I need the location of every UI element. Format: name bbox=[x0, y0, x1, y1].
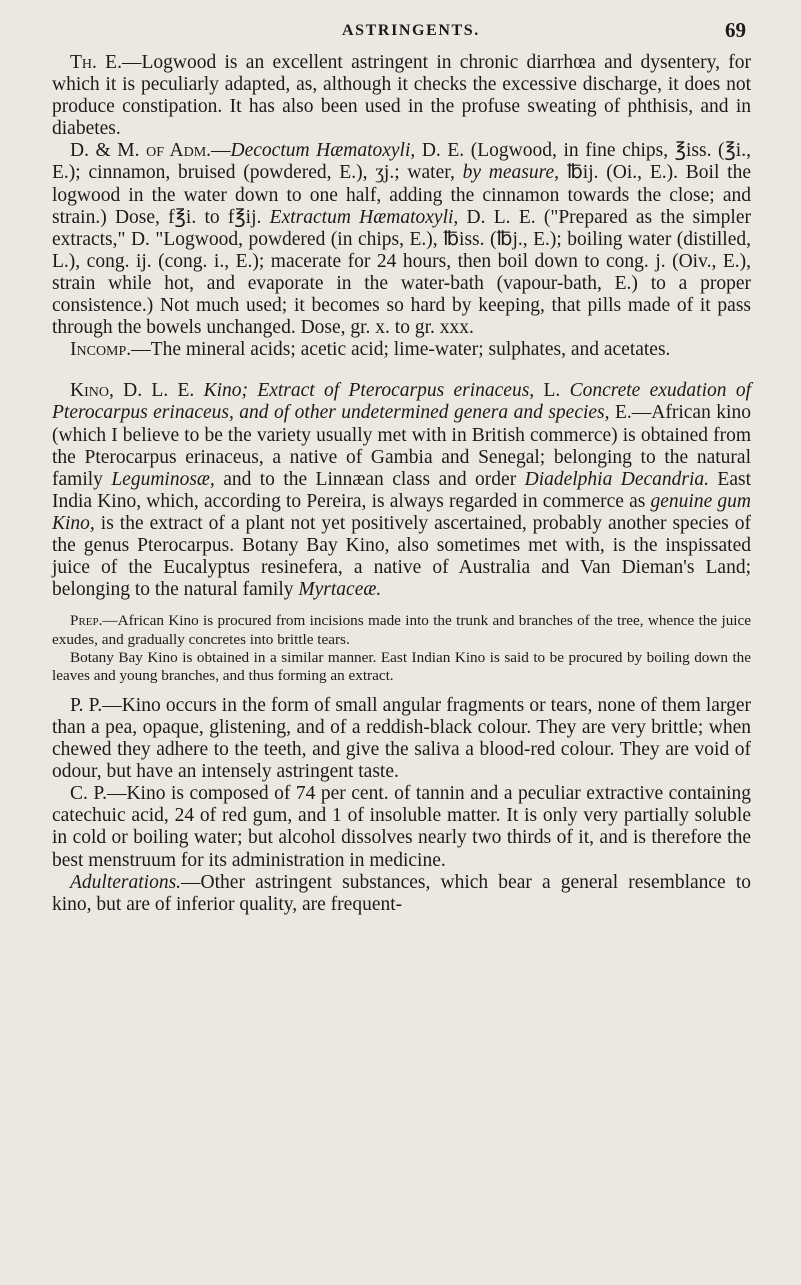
paragraph-incompatibles: Incomp.—The mineral acids; acetic acid; lime-water; sulphates, and acetates. bbox=[70, 339, 671, 361]
section-label: Incomp. bbox=[70, 339, 132, 361]
section-label: Prep. bbox=[70, 612, 103, 630]
paragraph-doses: D. & M. of Adm.—Decoctum Hæmatoxyli, D. E. (Logwood, in fine chips, ℥iss. (℥i., E.); cinnamon, bruised (powdered, E.), ʒj.; water, by measure, ℔ij. (Oi., E.). Boil the logwood in the water down to one half, adding the cinnamon towards the close; and strain.) Dose, f℥i. to f℥ij. Extractum Hæmatoxyli, D. L. E. ("Prepared as the simpler extracts," D. "Logwood, powdered (in chips, E.), ℔iss. (℔j., E.); boiling water (distilled, L.), cong. ij. (cong. i., E.); macerate for 24 hours, then boil down to cong. j. (Oiv., E.), strain while hot, and evaporate in the water-bath (vapour-bath, E.) to a proper consistence.) Not much used; it becomes so hard by keeping, that pills made of it pass through the bowels unchanged. Dose, gr. x. to gr. xxx. bbox=[52, 140, 751, 339]
section-label: D. & M. of Adm. bbox=[70, 140, 212, 162]
section-label: Adulterations. bbox=[70, 871, 182, 893]
running-header bbox=[52, 0, 751, 52]
section-heading: Kino, bbox=[70, 380, 114, 402]
paragraph-physical-properties: P. P.—Kino occurs in the form of small angular fragments or tears, none of them larger than a pea, opaque, glistening, and of a reddish-black colour. They are very brittle; when chewed they adhere to the teeth, and give the saliva a blood-red colour. They are void of odour, but have an intensely astringent taste. bbox=[52, 694, 751, 783]
paragraph-therapeutic-effects: Th. E.—Logwood is an excellent astringent in chronic diarrhœa and dysentery, for which it is peculiarly adapted, as, although it checks the excessive discharge, it does not produce constipation. It has also been used in the profuse sweating of phthisis, and in diabetes. bbox=[52, 52, 751, 140]
page-number: 69 bbox=[725, 18, 746, 42]
preparation-name: Decoctum Hæmatoxyli, bbox=[230, 140, 416, 162]
section-label: C. P. bbox=[70, 783, 107, 805]
paragraph-preparation: Prep.—African Kino is procured from incisions made into the trunk and branches of the tree, whence the juice exudes, and gradually concretes into brittle tears. bbox=[52, 612, 751, 648]
section-label: P. P. bbox=[70, 694, 103, 716]
paragraph-adulterations: Adulterations.—Other astringent substances, which bear a general resemblance to kino, but are of inferior quality, are frequent- bbox=[52, 871, 751, 915]
preparation-name: Extractum Hæmatoxyli, bbox=[269, 206, 459, 228]
page-body bbox=[52, 52, 751, 916]
paragraph-preparation-cont: Botany Bay Kino is obtained in a similar manner. East Indian Kino is said to be procured by boiling down the leaves and young branches, and thus forming an extract. bbox=[52, 649, 751, 685]
paragraph-kino: Kino, D. L. E. Kino; Extract of Pterocarpus erinaceus, L. Concrete exudation of Pterocarpus erinaceus, and of other undetermined genera and species, E.—African kino (which I believe to be the variety usually met with in British commerce) is obtained from the Pterocarpus erinaceus, a native of Gambia and Senegal; belonging to the natural family Leguminosæ, and to the Linnæan class and order Diadelphia Decandria. East India Kino, which, according to Pereira, is always regarded in commerce as genuine gum Kino, is the extract of a plant not yet positively ascertained, probably another species of the genus Pterocarpus. Botany Bay Kino, also sometimes met with, is the inspissated juice of the Eucalyptus resinefera, a native of Australia and Van Dieman's Land; belonging to the natural family Myrtaceæ. bbox=[52, 380, 752, 601]
header-title: ASTRINGENTS. bbox=[342, 22, 480, 39]
paragraph-chemical-properties: C. P.—Kino is composed of 74 per cent. of tannin and a peculiar extractive containing catechuic acid, 24 of red gum, and 1 of insoluble matter. It is only very partially soluble in cold or boiling water; but alcohol dissolves nearly two thirds of it, and is therefore the best menstruum for its administration in medicine. bbox=[52, 783, 751, 871]
section-label: Th. E. bbox=[70, 52, 122, 73]
